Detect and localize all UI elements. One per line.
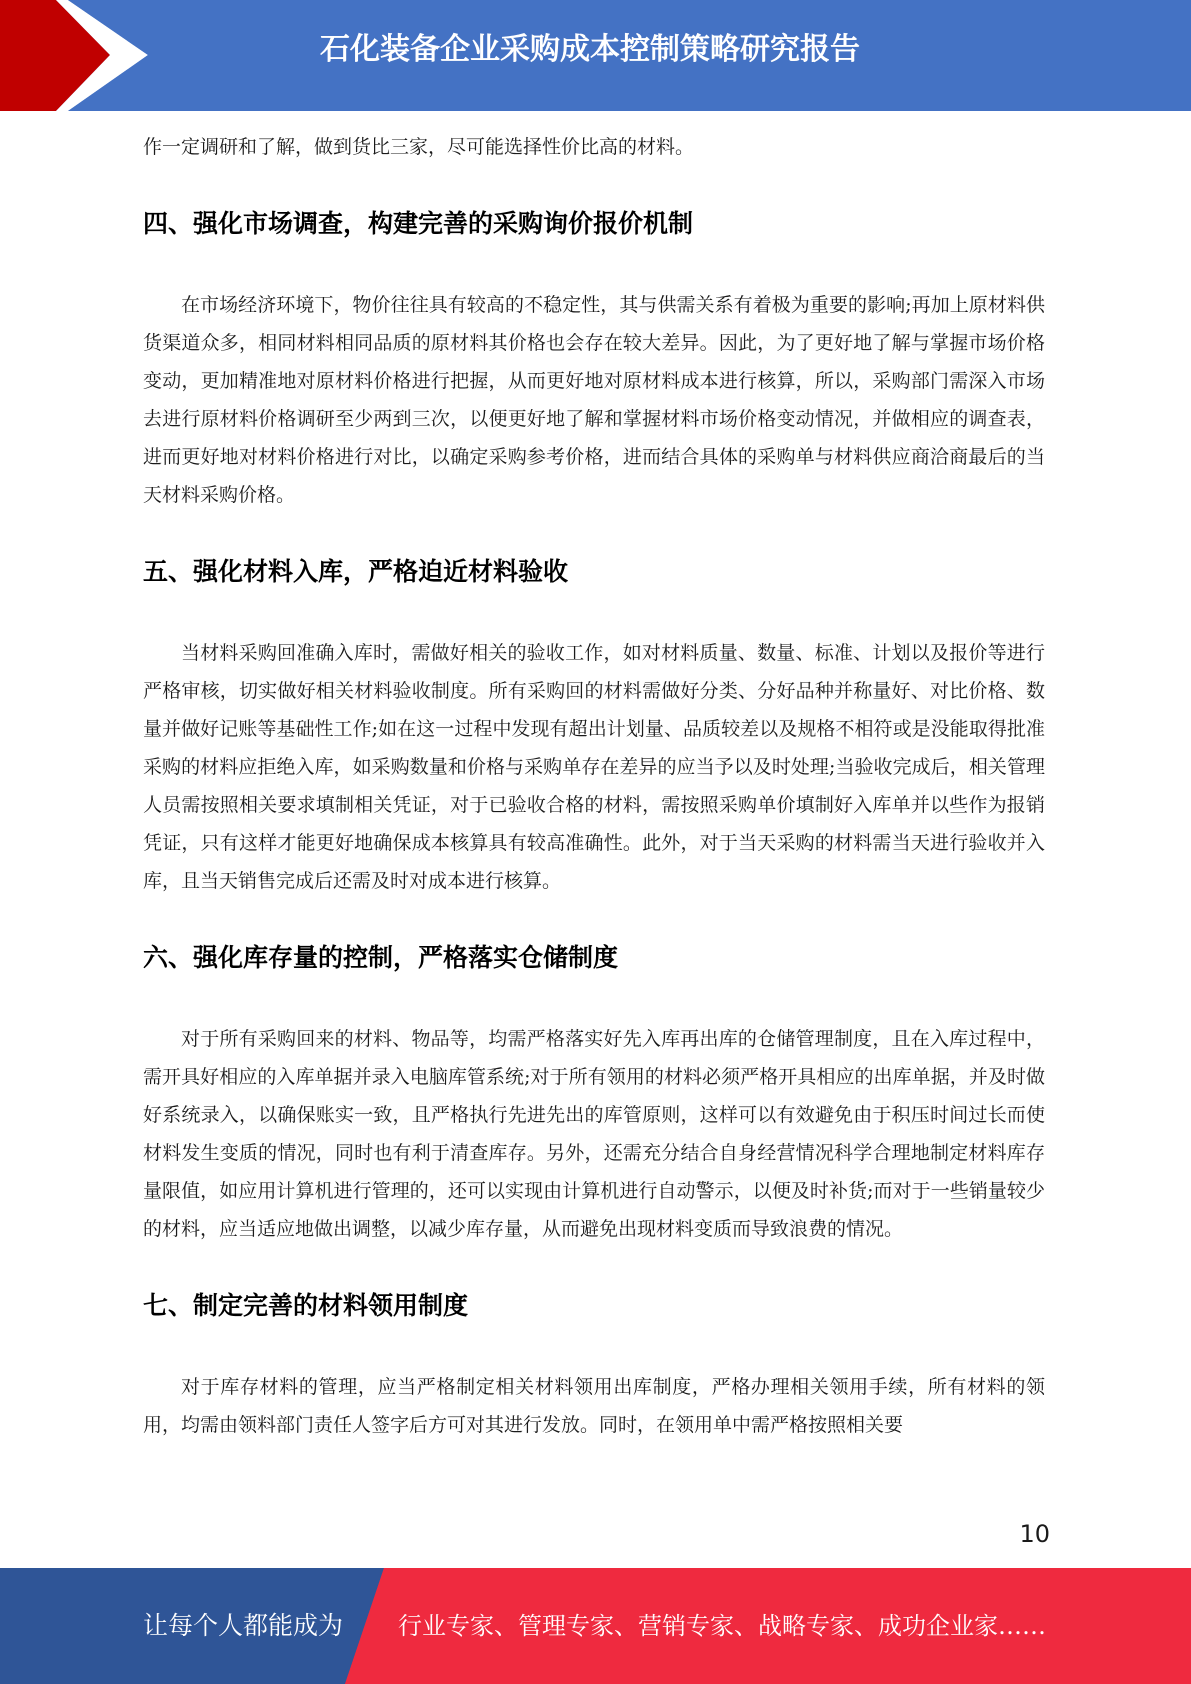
section-heading-4: 四、强化市场调查，构建完善的采购询价报价机制 bbox=[143, 209, 694, 238]
section-paragraph-6: 对于所有采购回来的材料、物品等，均需严格落实好先入库再出库的仓储管理制度，且在入库过程中，需开具好相应的入库单据并录入电脑库管系统;对于所有领用的材料必须严格开具相应的出库单据，并及时做好系统录入，以确保账实一致，且严格执行先进先出的库管原则，这样可以有效避免由于积压时间过长而使材料发生变质的情况，同时也有利于清查库存。另外，还需充分结合自身经营情况科学合理地制定材料库存量限值，如应用计算机进行管理的，还可以实现由计算机进行自动警示，以便及时补货;而对于一些销量较少的材料，应当适应地做出调整，以减少库存量，从而避免出现材料变质而导致浪费的情况。 bbox=[143, 1028, 1045, 1240]
section-heading-5: 五、强化材料入库，严格迫近材料验收 bbox=[143, 557, 569, 586]
footer-slogan-left: 让每个人都能成为 bbox=[143, 1611, 344, 1640]
page-footer bbox=[0, 1568, 1191, 1684]
page-number: 10 bbox=[1019, 1520, 1050, 1548]
intro-paragraph-tail: 作一定调研和了解，做到货比三家，尽可能选择性价比高的材料。 bbox=[143, 136, 695, 158]
header-arrow-decoration bbox=[0, 0, 160, 111]
report-title: 石化装备企业采购成本控制策略研究报告 bbox=[320, 32, 860, 67]
page-header bbox=[0, 0, 1191, 111]
section-paragraph-7: 对于库存材料的管理，应当严格制定相关材料领用出库制度，严格办理相关领用手续，所有材料的领用，均需由领料部门责任人签字后方可对其进行发放。同时，在领用单中需严格按照相关要 bbox=[143, 1376, 1045, 1436]
section-heading-6: 六、强化库存量的控制，严格落实仓储制度 bbox=[143, 943, 619, 972]
document-body bbox=[143, 128, 1045, 1444]
section-paragraph-5: 当材料采购回准确入库时，需做好相关的验收工作，如对材料质量、数量、标准、计划以及报价等进行严格审核，切实做好相关材料验收制度。所有采购回的材料需做好分类、分好品种并称量好、对比价格、数量并做好记账等基础性工作;如在这一过程中发现有超出计划量、品质较差以及规格不相符或是没能取得批准采购的材料应拒绝入库，如采购数量和价格与采购单存在差异的应当予以及时处理;当验收完成后，相关管理人员需按照相关要求填制相关凭证，对于已验收合格的材料，需按照采购单价填制好入库单并以些作为报销凭证，只有这样才能更好地确保成本核算具有较高准确性。此外，对于当天采购的材料需当天进行验收并入库，且当天销售完成后还需及时对成本进行核算。 bbox=[143, 642, 1045, 892]
section-heading-7: 七、制定完善的材料领用制度 bbox=[143, 1291, 469, 1320]
footer-slogan-right: 行业专家、管理专家、营销专家、战略专家、成功企业家…… bbox=[398, 1612, 1046, 1640]
section-paragraph-4: 在市场经济环境下，物价往往具有较高的不稳定性，其与供需关系有着极为重要的影响;再加上原材料供货渠道众多，相同材料相同品质的原材料其价格也会存在较大差异。因此，为了更好地了解与掌握市场价格变动，更加精准地对原材料价格进行把握，从而更好地对原材料成本进行核算，所以，采购部门需深入市场去进行原材料价格调研至少两到三次，以便更好地了解和掌握材料市场价格变动情况，并做相应的调查表，进而更好地对材料价格进行对比，以确定采购参考价格，进而结合具体的采购单与材料供应商洽商最后的当天材料采购价格。 bbox=[143, 294, 1045, 506]
